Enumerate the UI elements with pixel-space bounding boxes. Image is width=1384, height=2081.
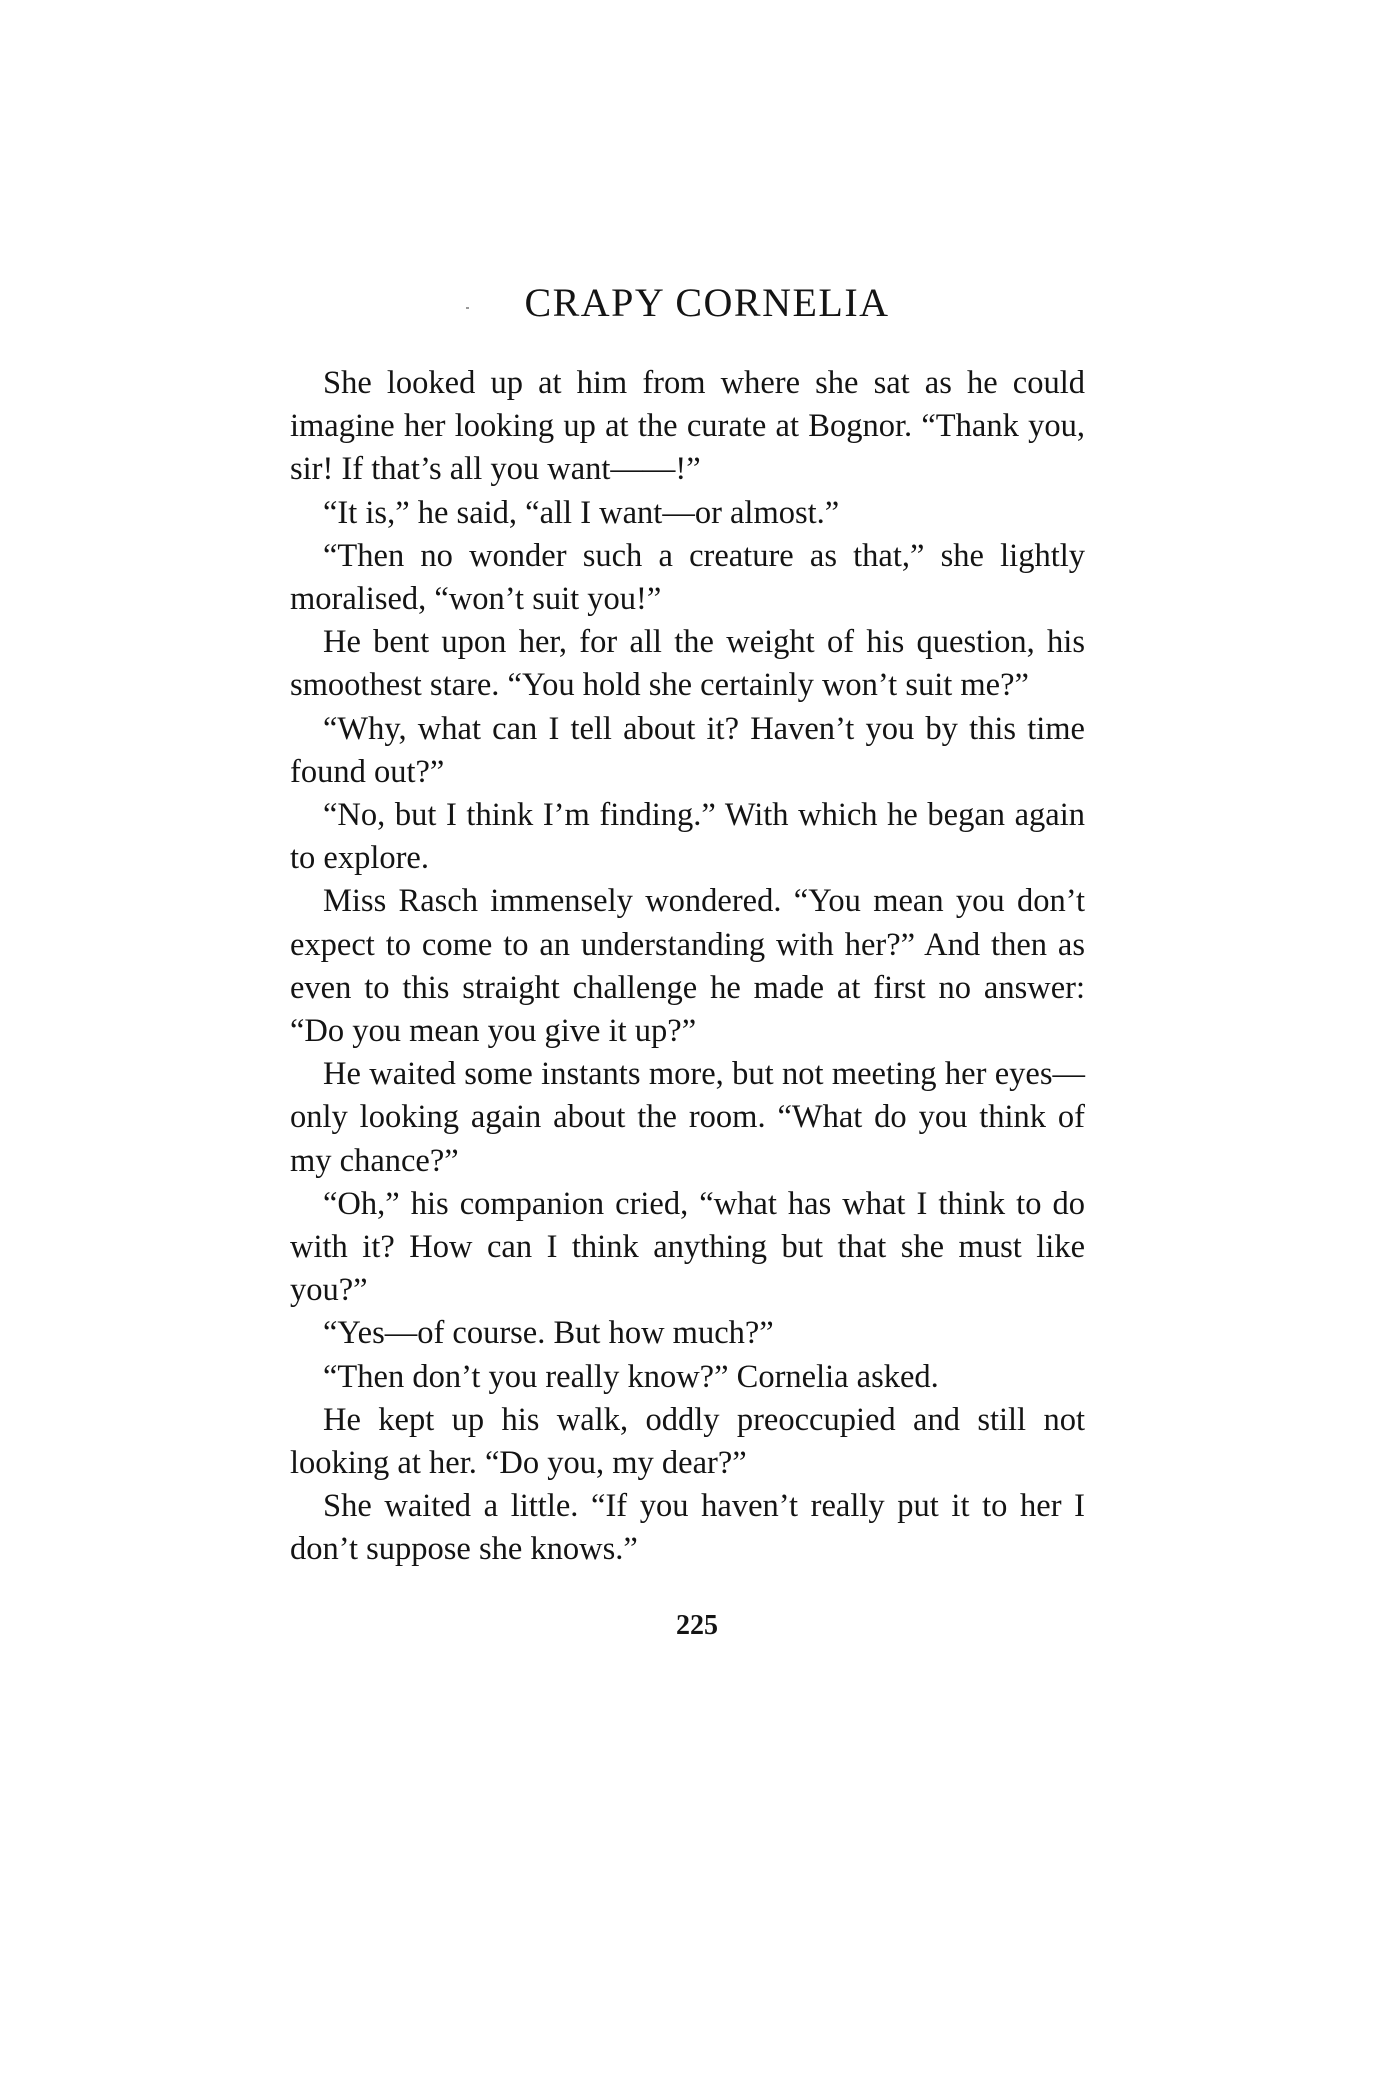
paragraph: “Yes—of course. But how much?” xyxy=(323,1315,774,1352)
paragraph: “No, but I think I’m finding.” With which he began again to explore. xyxy=(290,797,1085,877)
paragraph: “Then don’t you really know?” Cornelia asked. xyxy=(323,1358,939,1395)
paragraph: He waited some instants more, but not meeting her eyes—only looking again about the room. “What do you think of my chance?” xyxy=(290,1056,1085,1179)
paragraph: She looked up at him from where she sat as he could imagine her looking up at the curate at Bognor. “Thank you, sir! If that’s all you want——!” xyxy=(290,365,1085,488)
paragraph: He bent upon her, for all the weight of his question, his smoothest stare. “You hold she certainly won’t suit me?” xyxy=(290,624,1085,704)
paragraph: “Why, what can I tell about it? Haven’t you by this time found out?” xyxy=(290,710,1085,790)
page-number: 225 xyxy=(676,1610,718,1641)
paragraph: “It is,” he said, “all I want—or almost.” xyxy=(323,494,840,531)
paragraph: “Oh,” his companion cried, “what has what I think to do with it? How can I think anything but that she must like you?” xyxy=(290,1185,1085,1309)
paragraph: She waited a little. “If you haven’t really put it to her I don’t suppose she knows.” xyxy=(290,1488,1085,1568)
paragraph: He kept up his walk, oddly preoccupied and still not looking at her. “Do you, my dear?” xyxy=(290,1401,1085,1482)
body-text xyxy=(290,362,1085,1572)
paragraph: Miss Rasch immensely wondered. “You mean you don’t expect to come to an understanding with her?” And then as even to this straight challenge he made at first no answer: “Do you mean you give it up?” xyxy=(290,883,1085,1050)
running-head: CRAPY CORNELIA xyxy=(524,280,890,325)
paragraph: “Then no wonder such a creature as that,” she lightly moralised, “won’t suit you!” xyxy=(290,537,1085,618)
